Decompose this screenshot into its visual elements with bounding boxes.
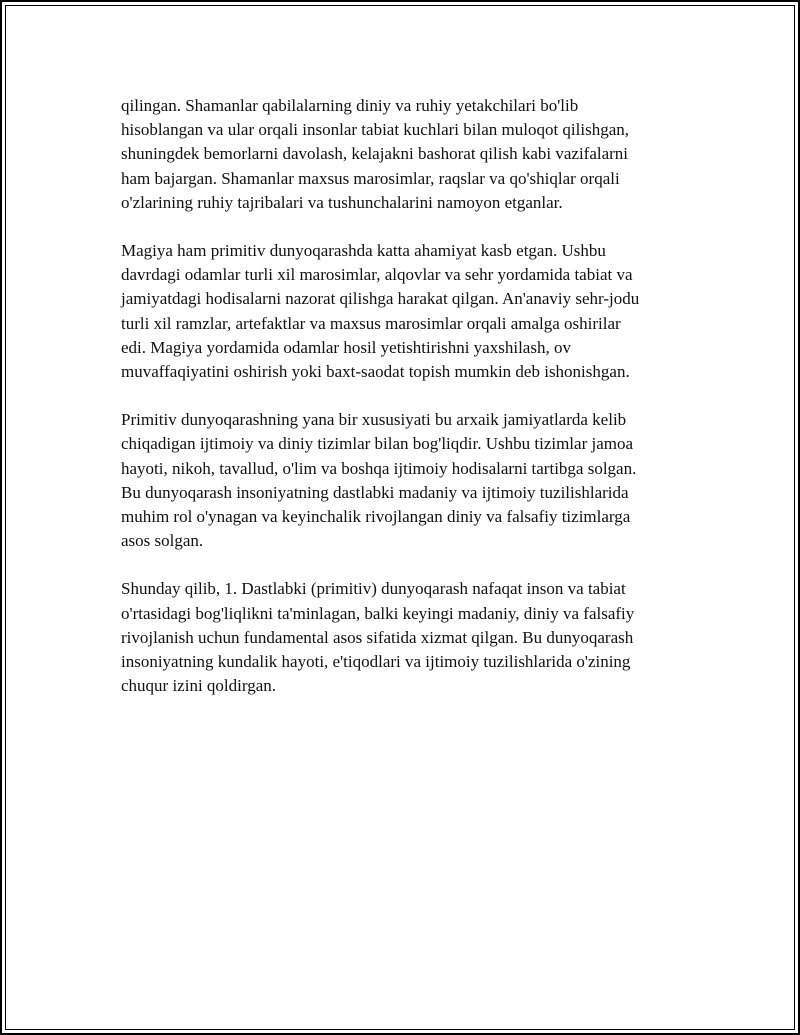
text-line: insoniyatning kundalik hayoti, e'tiqodlari va ijtimoiy tuzilishlarida o'zining [121, 652, 631, 672]
text-line: hisoblangan va ular orqali insonlar tabiat kuchlari bilan muloqot qilishgan, [121, 120, 629, 140]
paragraph-shamanlar [121, 94, 701, 215]
text-line: Magiya ham primitiv dunyoqarashda katta ahamiyat kasb etgan. Ushbu [121, 241, 606, 261]
paragraph-magiya [121, 239, 701, 384]
text-line: o'rtasidagi bog'liqlikni ta'minlagan, balki keyingi madaniy, diniy va falsafiy [121, 603, 635, 623]
text-line: Bu dunyoqarash insoniyatning dastlabki madaniy va ijtimoiy tuzilishlarida [121, 482, 629, 502]
text-line: ham bajargan. Shamanlar maxsus marosimlar, raqslar va qo'shiqlar orqali [121, 168, 620, 188]
text-line: asos solgan. [121, 531, 204, 551]
text-line: qilingan. Shamanlar qabilalarning diniy va ruhiy yetakchilari bo'lib [121, 96, 579, 115]
text-line: muvaffaqiyatini oshirish yoki baxt-saodat topish mumkin deb ishonishgan. [121, 362, 630, 382]
text-line: hayoti, nikoh, tavallud, o'lim va boshqa ijtimoiy hodisalarni tartibga solgan. [121, 458, 637, 478]
text-line: Primitiv dunyoqarashning yana bir xususiyati bu arxaik jamiyatlarda kelib [121, 410, 627, 430]
document-body [121, 94, 701, 722]
text-line: muhim rol o'ynagan va keyinchalik rivojlangan diniy va falsafiy tizimlarga [121, 507, 631, 527]
text-line: chiqadigan ijtimoiy va diniy tizimlar bilan bog'liqdir. Ushbu tizimlar jamoa [121, 434, 634, 454]
text-line: Shunday qilib, 1. Dastlabki (primitiv) dunyoqarash nafaqat inson va tabiat [121, 579, 626, 599]
paragraph-conclusion [121, 577, 701, 698]
text-line: rivojlanish uchun fundamental asos sifatida xizmat qilgan. Bu dunyoqarash [121, 627, 634, 647]
text-line: edi. Magiya yordamida odamlar hosil yetishtirishni yaxshilash, ov [121, 337, 571, 357]
paragraph-primitiv [121, 408, 701, 553]
text-line: o'zlarining ruhiy tajribalari va tushunchalarini namoyon etganlar. [121, 192, 563, 212]
text-line: davrdagi odamlar turli xil marosimlar, alqovlar va sehr yordamida tabiat va [121, 265, 633, 285]
text-line: shuningdek bemorlarni davolash, kelajakni bashorat qilish kabi vazifalarni [121, 144, 629, 164]
text-line: chuqur izini qoldirgan. [121, 676, 277, 696]
text-line: turli xil ramzlar, artefaktlar va maxsus marosimlar orqali amalga oshirilar [121, 313, 621, 333]
text-line: jamiyatdagi hodisalarni nazorat qilishga harakat qilgan. An'anaviy sehr-jodu [121, 289, 640, 309]
